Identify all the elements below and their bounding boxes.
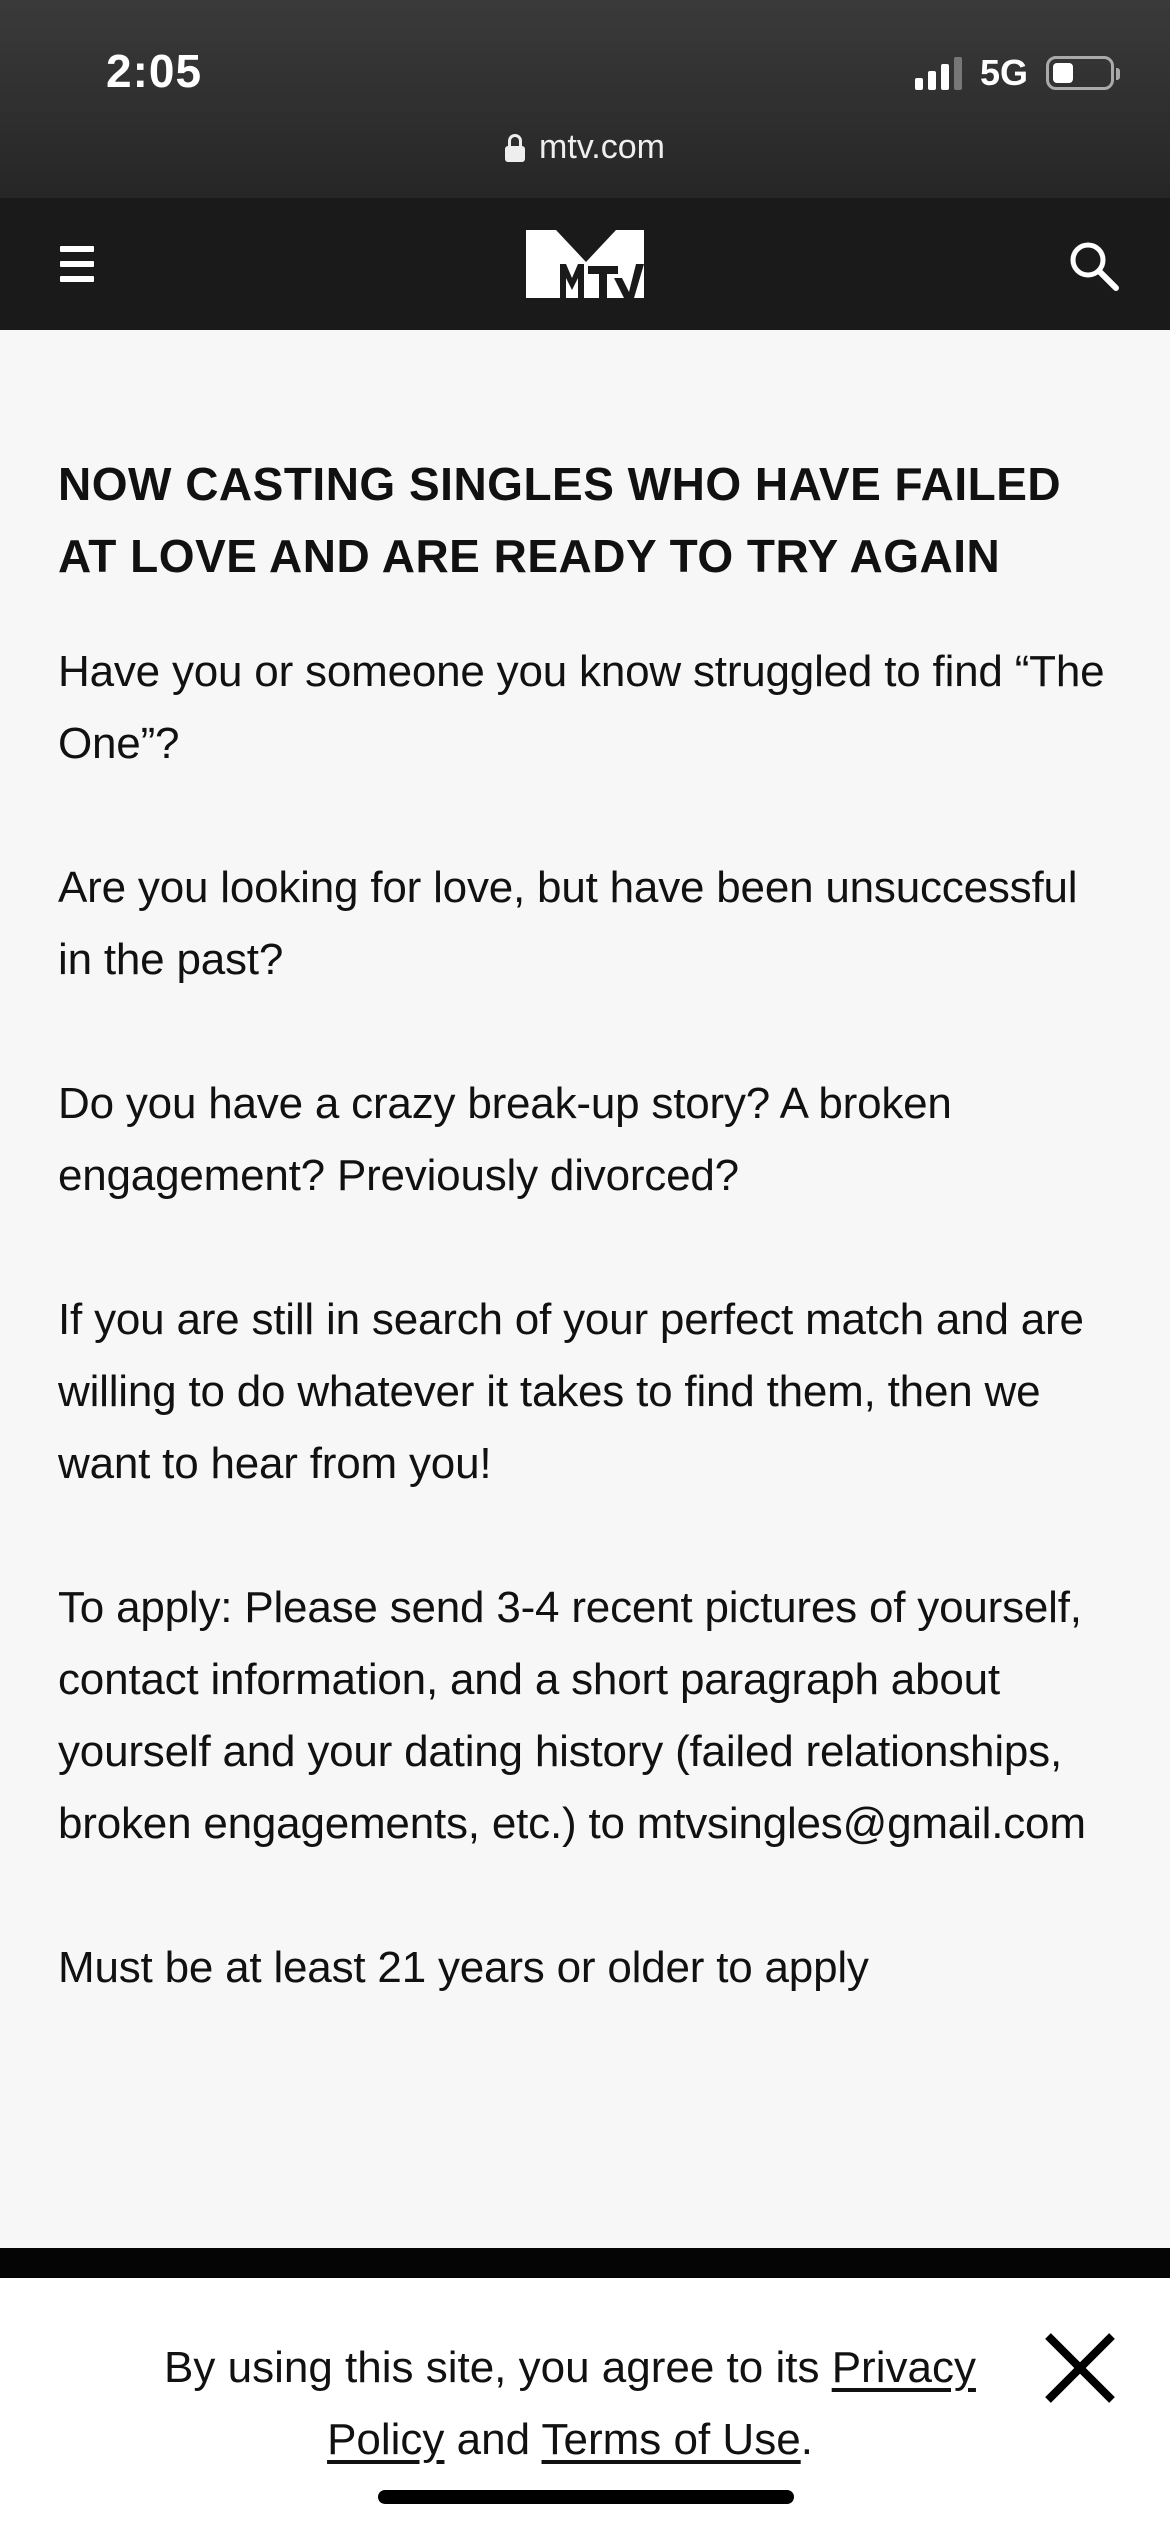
- address-bar[interactable]: [0, 128, 1170, 167]
- magnifier-icon[interactable]: [1066, 238, 1120, 292]
- status-indicators: [915, 50, 1114, 96]
- age-requirement: Must be at least 21 years or older to apply: [58, 1943, 869, 1992]
- hamburger-menu-icon[interactable]: [60, 244, 94, 284]
- article-paragraph: Are you looking for love, but have been unsuccessful in the past?: [58, 863, 1078, 984]
- article-paragraph: Do you have a crazy break-up story? A broken engagement? Previously divorced?: [58, 1079, 952, 1200]
- status-time: 2:05: [106, 45, 203, 97]
- article-headline: NOW CASTING SINGLES WHO HAVE FAILED AT LOVE AND ARE READY TO TRY AGAIN: [58, 458, 1062, 582]
- article-paragraph: If you are still in search of your perfect match and are willing to do whatever it takes to find them, then we want to hear from you!: [58, 1295, 1084, 1488]
- battery-icon: [1046, 56, 1114, 90]
- cookie-message: By using this site, you agree to its Privacy Policy and Terms of Use.: [164, 2343, 976, 2464]
- article-body: [58, 448, 1118, 2076]
- close-x-icon[interactable]: [1040, 2328, 1120, 2408]
- network-type: 5G: [979, 52, 1028, 93]
- battery-level: [1053, 63, 1073, 83]
- mtv-logo[interactable]: [526, 226, 646, 302]
- cellular-signal-icon: [915, 56, 962, 90]
- article-paragraph: Have you or someone you know struggled to find “The One”?: [58, 647, 1105, 768]
- lock-icon: [505, 134, 525, 162]
- apply-instructions: To apply: Please send 3-4 recent pictures of yourself, contact information, and a short paragraph about yourself and your dating history (failed relationships, broken engagements, etc.) to mtvsingles@gmail.com: [58, 1583, 1086, 1848]
- status-bar: [0, 0, 1170, 198]
- terms-of-use-link[interactable]: Terms of Use: [541, 2415, 801, 2464]
- footer-divider: [0, 2248, 1170, 2278]
- privacy-policy-link[interactable]: Privacy Policy: [327, 2343, 976, 2464]
- url-text: mtv.com: [539, 128, 665, 166]
- home-indicator[interactable]: [378, 2490, 794, 2504]
- site-navbar: [0, 198, 1170, 330]
